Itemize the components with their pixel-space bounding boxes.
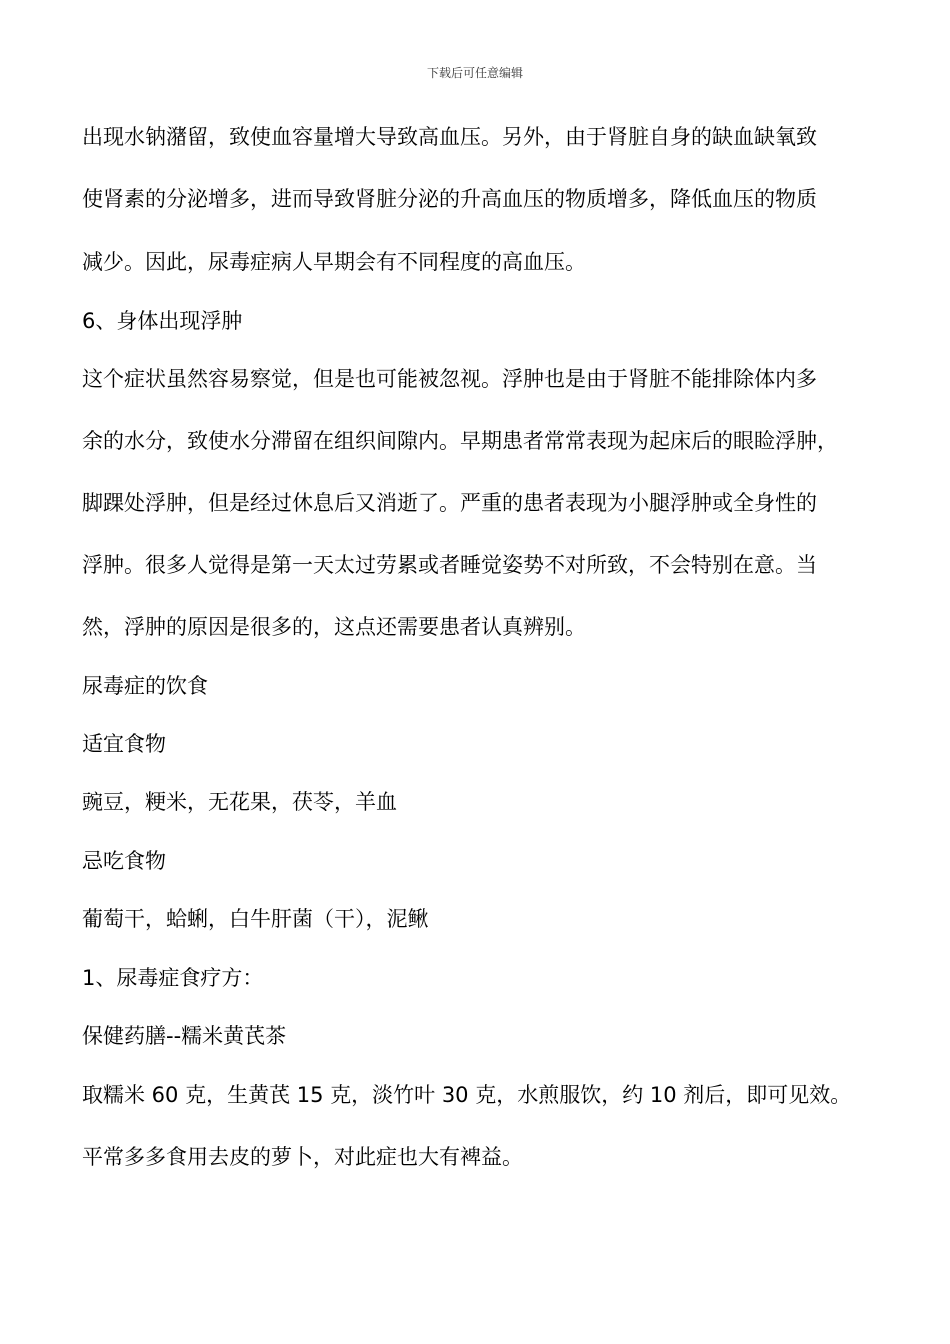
paragraph-line: 这个症状虽然容易察觉，但是也可能被忽视。浮肿也是由于肾脏不能排除体内多 bbox=[82, 367, 817, 391]
subsection-heading: 适宜食物 bbox=[82, 732, 166, 756]
paragraph-line: 取糯米 60 克，生黄芪 15 克，淡竹叶 30 克，水煎服饮，约 10 剂后，即可见效。 bbox=[82, 1083, 852, 1107]
paragraph-line: 出现水钠潴留，致使血容量增大导致高血压。另外，由于肾脏自身的缺血缺氧致 bbox=[82, 125, 817, 149]
paragraph-line: 浮肿。很多人觉得是第一天太过劳累或者睡觉姿势不对所致，不会特别在意。当 bbox=[82, 553, 817, 577]
section-heading: 1、尿毒症食疗方： bbox=[82, 966, 264, 990]
food-list: 葡萄干，蛤蜊，白牛肝菌（干），泥鳅 bbox=[82, 907, 429, 931]
food-list: 豌豆，粳米，无花果，茯苓，羊血 bbox=[82, 790, 397, 814]
paragraph-line: 脚踝处浮肿，但是经过休息后又消逝了。严重的患者表现为小腿浮肿或全身性的 bbox=[82, 491, 817, 515]
recipe-title: 保健药膳--糯米黄芪茶 bbox=[82, 1024, 287, 1048]
page-header: 下载后可任意编辑 bbox=[426, 66, 523, 80]
paragraph-line: 余的水分，致使水分滞留在组织间隙内。早期患者常常表现为起床后的眼睑浮肿， bbox=[82, 429, 838, 453]
paragraph-line: 然，浮肿的原因是很多的，这点还需要患者认真辨别。 bbox=[82, 615, 586, 639]
section-heading: 尿毒症的饮食 bbox=[82, 674, 208, 698]
paragraph-line: 减少。因此，尿毒症病人早期会有不同程度的高血压。 bbox=[82, 250, 586, 274]
paragraph-line: 使肾素的分泌增多，进而导致肾脏分泌的升高血压的物质增多，降低血压的物质 bbox=[82, 187, 817, 211]
paragraph-line: 平常多多食用去皮的萝卜，对此症也大有裨益。 bbox=[82, 1145, 523, 1169]
section-heading: 6、身体出现浮肿 bbox=[82, 309, 243, 333]
subsection-heading: 忌吃食物 bbox=[82, 849, 166, 873]
